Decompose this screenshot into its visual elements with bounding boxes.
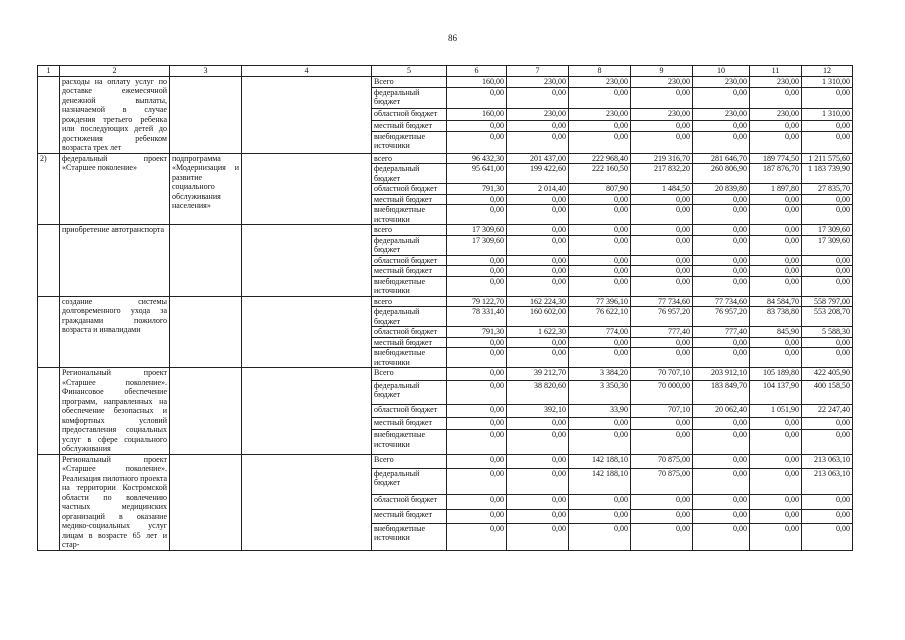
amount-cell: 219 316,70 [631, 153, 693, 164]
amount-cell: 0,00 [447, 87, 507, 109]
amount-cell: 20 839,80 [693, 184, 750, 195]
amount-cell: 0,00 [802, 430, 853, 454]
amount-cell: 0,00 [447, 255, 507, 266]
amount-cell: 0,00 [631, 87, 693, 109]
funding-source: внебюджетные источники [372, 348, 447, 368]
amount-cell: 95 641,00 [447, 164, 507, 184]
funding-source: внебюджетные источники [372, 430, 447, 454]
amount-cell: 217 832,20 [631, 164, 693, 184]
amount-cell: 27 835,70 [802, 184, 853, 195]
amount-cell: 230,00 [569, 76, 631, 87]
amount-cell: 791,30 [447, 184, 507, 195]
amount-cell: 17 309,60 [802, 225, 853, 236]
amount-cell: 0,00 [802, 255, 853, 266]
amount-cell: 0,00 [507, 225, 569, 236]
amount-cell: 0,00 [569, 348, 631, 368]
funding-source: всего [372, 153, 447, 164]
amount-cell: 0,00 [569, 131, 631, 153]
amount-cell: 422 405,90 [802, 368, 853, 381]
column-header: 9 [631, 66, 693, 77]
amount-cell: 203 912,10 [693, 368, 750, 381]
amount-cell: 0,00 [693, 276, 750, 296]
table-body [38, 66, 853, 551]
amount-cell: 0,00 [507, 266, 569, 277]
amount-cell: 0,00 [507, 205, 569, 225]
row-index [38, 225, 60, 297]
column-header: 7 [507, 66, 569, 77]
amount-cell: 0,00 [750, 194, 802, 205]
amount-cell: 0,00 [750, 509, 802, 523]
amount-cell: 0,00 [750, 417, 802, 430]
amount-cell: 0,00 [447, 348, 507, 368]
amount-cell: 17 309,60 [447, 225, 507, 236]
measure-name: приобретение автотранспорта [60, 225, 170, 297]
amount-cell: 162 224,30 [507, 296, 569, 307]
program-name [170, 368, 242, 455]
amount-cell: 0,00 [447, 276, 507, 296]
amount-cell: 0,00 [447, 523, 507, 550]
amount-cell: 0,00 [569, 235, 631, 255]
amount-cell: 76 957,20 [693, 307, 750, 327]
amount-cell: 0,00 [693, 131, 750, 153]
amount-cell: 0,00 [750, 337, 802, 348]
funding-source: внебюджетные источники [372, 131, 447, 153]
amount-cell: 0,00 [802, 120, 853, 131]
responsible-cell [242, 225, 372, 297]
amount-cell: 0,00 [507, 430, 569, 454]
amount-cell: 774,00 [569, 327, 631, 338]
amount-cell: 0,00 [507, 348, 569, 368]
amount-cell: 0,00 [569, 120, 631, 131]
page-number: 86 [448, 33, 457, 43]
amount-cell: 0,00 [750, 523, 802, 550]
responsible-cell [242, 368, 372, 455]
row-index [38, 296, 60, 368]
amount-cell: 0,00 [802, 87, 853, 109]
amount-cell: 0,00 [507, 495, 569, 509]
amount-cell: 0,00 [802, 337, 853, 348]
funding-source: областной бюджет [372, 109, 447, 120]
amount-cell: 0,00 [631, 430, 693, 454]
funding-source: федеральный бюджет [372, 307, 447, 327]
amount-cell: 183 849,70 [693, 380, 750, 404]
amount-cell: 0,00 [693, 495, 750, 509]
amount-cell: 0,00 [693, 120, 750, 131]
amount-cell: 189 774,50 [750, 153, 802, 164]
amount-cell: 222 160,50 [569, 164, 631, 184]
amount-cell: 0,00 [507, 235, 569, 255]
amount-cell: 260 806,90 [693, 164, 750, 184]
column-header: 6 [447, 66, 507, 77]
column-header: 2 [60, 66, 170, 77]
table-row [38, 153, 853, 164]
amount-cell: 0,00 [631, 348, 693, 368]
amount-cell: 0,00 [750, 87, 802, 109]
amount-cell: 0,00 [693, 194, 750, 205]
amount-cell: 0,00 [693, 454, 750, 468]
amount-cell: 845,90 [750, 327, 802, 338]
amount-cell: 0,00 [802, 194, 853, 205]
amount-cell: 38 820,60 [507, 380, 569, 404]
column-header: 11 [750, 66, 802, 77]
amount-cell: 0,00 [569, 509, 631, 523]
amount-cell: 0,00 [631, 225, 693, 236]
funding-source: областной бюджет [372, 404, 447, 417]
amount-cell: 1 310,00 [802, 109, 853, 120]
amount-cell: 0,00 [631, 194, 693, 205]
amount-cell: 0,00 [569, 337, 631, 348]
amount-cell: 791,30 [447, 327, 507, 338]
amount-cell: 230,00 [569, 109, 631, 120]
amount-cell: 0,00 [569, 225, 631, 236]
funding-source: федеральный бюджет [372, 164, 447, 184]
amount-cell: 0,00 [447, 120, 507, 131]
amount-cell: 0,00 [750, 120, 802, 131]
amount-cell: 0,00 [507, 509, 569, 523]
amount-cell: 213 063,10 [802, 468, 853, 495]
amount-cell: 0,00 [693, 205, 750, 225]
amount-cell: 201 437,00 [507, 153, 569, 164]
row-index [38, 368, 60, 455]
amount-cell: 0,00 [693, 523, 750, 550]
amount-cell: 33,90 [569, 404, 631, 417]
column-header: 5 [372, 66, 447, 77]
funding-source: местный бюджет [372, 120, 447, 131]
amount-cell: 707,10 [631, 404, 693, 417]
amount-cell: 0,00 [750, 225, 802, 236]
amount-cell: 0,00 [569, 523, 631, 550]
amount-cell: 39 212,70 [507, 368, 569, 381]
amount-cell: 0,00 [693, 509, 750, 523]
amount-cell: 77 734,60 [631, 296, 693, 307]
amount-cell: 0,00 [693, 430, 750, 454]
amount-cell: 0,00 [447, 205, 507, 225]
amount-cell: 0,00 [802, 348, 853, 368]
responsible-cell [242, 296, 372, 368]
amount-cell: 0,00 [447, 430, 507, 454]
amount-cell: 0,00 [750, 131, 802, 153]
amount-cell: 0,00 [750, 454, 802, 468]
funding-source: областной бюджет [372, 495, 447, 509]
amount-cell: 1 211 575,60 [802, 153, 853, 164]
amount-cell: 0,00 [631, 235, 693, 255]
amount-cell: 1 310,00 [802, 76, 853, 87]
amount-cell: 0,00 [447, 509, 507, 523]
amount-cell: 0,00 [631, 523, 693, 550]
amount-cell: 70 875,00 [631, 454, 693, 468]
amount-cell: 1 484,50 [631, 184, 693, 195]
amount-cell: 5 588,30 [802, 327, 853, 338]
amount-cell: 777,40 [693, 327, 750, 338]
amount-cell: 0,00 [631, 266, 693, 277]
amount-cell: 0,00 [447, 454, 507, 468]
funding-source: местный бюджет [372, 194, 447, 205]
amount-cell: 0,00 [631, 205, 693, 225]
funding-source: местный бюджет [372, 417, 447, 430]
amount-cell: 78 331,40 [447, 307, 507, 327]
funding-source: областной бюджет [372, 327, 447, 338]
row-index [38, 76, 60, 153]
amount-cell: 807,90 [569, 184, 631, 195]
amount-cell: 0,00 [447, 194, 507, 205]
amount-cell: 400 158,50 [802, 380, 853, 404]
amount-cell: 0,00 [631, 509, 693, 523]
amount-cell: 0,00 [750, 430, 802, 454]
funding-source: внебюджетные источники [372, 205, 447, 225]
amount-cell: 777,40 [631, 327, 693, 338]
column-header: 4 [242, 66, 372, 77]
table-row [38, 76, 853, 87]
program-name [170, 454, 242, 550]
amount-cell: 1 183 739,90 [802, 164, 853, 184]
amount-cell: 0,00 [447, 131, 507, 153]
amount-cell: 0,00 [507, 468, 569, 495]
funding-source: всего [372, 225, 447, 236]
responsible-cell [242, 454, 372, 550]
amount-cell: 553 208,70 [802, 307, 853, 327]
funding-source: федеральный бюджет [372, 235, 447, 255]
amount-cell: 0,00 [447, 468, 507, 495]
header-row [38, 66, 853, 77]
amount-cell: 0,00 [802, 509, 853, 523]
responsible-cell [242, 153, 372, 225]
amount-cell: 3 384,20 [569, 368, 631, 381]
amount-cell: 392,10 [507, 404, 569, 417]
funding-source: Всего [372, 76, 447, 87]
amount-cell: 0,00 [569, 194, 631, 205]
amount-cell: 0,00 [802, 417, 853, 430]
amount-cell: 142 188,10 [569, 468, 631, 495]
amount-cell: 0,00 [631, 120, 693, 131]
amount-cell: 0,00 [750, 255, 802, 266]
funding-source: федеральный бюджет [372, 468, 447, 495]
amount-cell: 230,00 [631, 109, 693, 120]
amount-cell: 0,00 [507, 523, 569, 550]
amount-cell: 0,00 [750, 348, 802, 368]
amount-cell: 0,00 [447, 495, 507, 509]
row-index [38, 454, 60, 550]
budget-table [37, 65, 853, 551]
amount-cell: 0,00 [631, 131, 693, 153]
amount-cell: 2 014,40 [507, 184, 569, 195]
amount-cell: 1 897,80 [750, 184, 802, 195]
amount-cell: 0,00 [507, 255, 569, 266]
amount-cell: 76 622,10 [569, 307, 631, 327]
amount-cell: 22 247,40 [802, 404, 853, 417]
amount-cell: 0,00 [750, 468, 802, 495]
measure-name: федеральный проект «Старшее поколение» [60, 153, 170, 225]
amount-cell: 0,00 [507, 276, 569, 296]
amount-cell: 187 876,70 [750, 164, 802, 184]
amount-cell: 0,00 [750, 276, 802, 296]
funding-source: Всего [372, 368, 447, 381]
amount-cell: 142 188,10 [569, 454, 631, 468]
amount-cell: 213 063,10 [802, 454, 853, 468]
amount-cell: 0,00 [693, 266, 750, 277]
amount-cell: 0,00 [569, 417, 631, 430]
amount-cell: 84 584,70 [750, 296, 802, 307]
amount-cell: 199 422,60 [507, 164, 569, 184]
amount-cell: 0,00 [507, 337, 569, 348]
amount-cell: 160,00 [447, 76, 507, 87]
amount-cell: 0,00 [693, 235, 750, 255]
amount-cell: 230,00 [507, 76, 569, 87]
table-row [38, 454, 853, 468]
amount-cell: 0,00 [693, 255, 750, 266]
column-header: 8 [569, 66, 631, 77]
amount-cell: 0,00 [631, 417, 693, 430]
amount-cell: 0,00 [802, 205, 853, 225]
amount-cell: 0,00 [569, 430, 631, 454]
amount-cell: 0,00 [802, 266, 853, 277]
amount-cell: 0,00 [802, 131, 853, 153]
amount-cell: 230,00 [693, 76, 750, 87]
program-name [170, 76, 242, 153]
table-row [38, 296, 853, 307]
funding-source: всего [372, 296, 447, 307]
amount-cell: 0,00 [693, 417, 750, 430]
funding-source: областной бюджет [372, 184, 447, 195]
amount-cell: 1 051,90 [750, 404, 802, 417]
amount-cell: 20 062,40 [693, 404, 750, 417]
amount-cell: 0,00 [693, 225, 750, 236]
table-row [38, 368, 853, 381]
amount-cell: 0,00 [693, 337, 750, 348]
funding-source: федеральный бюджет [372, 87, 447, 109]
funding-source: внебюджетные источники [372, 276, 447, 296]
amount-cell: 3 350,30 [569, 380, 631, 404]
amount-cell: 70 875,00 [631, 468, 693, 495]
amount-cell: 77 396,10 [569, 296, 631, 307]
funding-source: местный бюджет [372, 337, 447, 348]
amount-cell: 104 137,90 [750, 380, 802, 404]
funding-source: внебюджетные источники [372, 523, 447, 550]
amount-cell: 0,00 [750, 495, 802, 509]
amount-cell: 230,00 [750, 76, 802, 87]
amount-cell: 281 646,70 [693, 153, 750, 164]
amount-cell: 70 707,10 [631, 368, 693, 381]
column-header: 3 [170, 66, 242, 77]
amount-cell: 0,00 [750, 266, 802, 277]
amount-cell: 79 122,70 [447, 296, 507, 307]
amount-cell: 0,00 [447, 417, 507, 430]
amount-cell: 0,00 [447, 368, 507, 381]
amount-cell: 0,00 [507, 454, 569, 468]
amount-cell: 0,00 [507, 417, 569, 430]
amount-cell: 160 602,00 [507, 307, 569, 327]
amount-cell: 230,00 [631, 76, 693, 87]
funding-source: Всего [372, 454, 447, 468]
measure-name: Региональный проект «Старшее поколение». Реализация пилотного проекта на территории Костромской области по вовлечению частных медицинских организаций в оказание медико-социальных услуг лицам в возрасте 65 лет и стар- [60, 454, 170, 550]
amount-cell: 0,00 [631, 276, 693, 296]
amount-cell: 0,00 [631, 337, 693, 348]
amount-cell: 0,00 [802, 495, 853, 509]
amount-cell: 17 309,60 [802, 235, 853, 255]
amount-cell: 160,00 [447, 109, 507, 120]
measure-name: расходы на оплату услуг по доставке ежемесячной денежной выплаты, назначаемой в случае рождения третьего ребенка или последующих детей до достижения ребенком возраста трех лет [60, 76, 170, 153]
responsible-cell [242, 76, 372, 153]
amount-cell: 0,00 [750, 205, 802, 225]
amount-cell: 0,00 [447, 266, 507, 277]
funding-source: местный бюджет [372, 266, 447, 277]
amount-cell: 0,00 [693, 87, 750, 109]
amount-cell: 230,00 [750, 109, 802, 120]
amount-cell: 0,00 [569, 255, 631, 266]
amount-cell: 558 797,00 [802, 296, 853, 307]
amount-cell: 0,00 [569, 276, 631, 296]
amount-cell: 230,00 [693, 109, 750, 120]
amount-cell: 0,00 [631, 495, 693, 509]
row-index: 2) [38, 153, 60, 225]
amount-cell: 0,00 [507, 87, 569, 109]
amount-cell: 0,00 [750, 235, 802, 255]
amount-cell: 230,00 [507, 109, 569, 120]
measure-name: Региональный проект «Старшее поколение». Финансовое обеспечение программ, направленных на обеспечение безопасных и комфортных условий предоставления социальных услуг в сфере социального обслуживания [60, 368, 170, 455]
amount-cell: 70 000,00 [631, 380, 693, 404]
amount-cell: 83 738,80 [750, 307, 802, 327]
amount-cell: 0,00 [693, 468, 750, 495]
amount-cell: 0,00 [507, 194, 569, 205]
column-header: 12 [802, 66, 853, 77]
amount-cell: 0,00 [802, 276, 853, 296]
amount-cell: 0,00 [447, 337, 507, 348]
amount-cell: 1 622,30 [507, 327, 569, 338]
amount-cell: 0,00 [447, 404, 507, 417]
amount-cell: 0,00 [569, 495, 631, 509]
amount-cell: 0,00 [693, 348, 750, 368]
program-name: подпрограмма «Модернизация и развитие социального обслуживания населения» [170, 153, 242, 225]
amount-cell: 96 432,30 [447, 153, 507, 164]
amount-cell: 17 309,60 [447, 235, 507, 255]
amount-cell: 0,00 [507, 131, 569, 153]
amount-cell: 0,00 [447, 380, 507, 404]
amount-cell: 0,00 [569, 87, 631, 109]
amount-cell: 105 189,80 [750, 368, 802, 381]
amount-cell: 222 968,40 [569, 153, 631, 164]
amount-cell: 0,00 [802, 523, 853, 550]
table-row [38, 225, 853, 236]
amount-cell: 0,00 [569, 205, 631, 225]
program-name [170, 296, 242, 368]
program-name [170, 225, 242, 297]
funding-source: областной бюджет [372, 255, 447, 266]
amount-cell: 0,00 [507, 120, 569, 131]
column-header: 1 [38, 66, 60, 77]
funding-source: федеральный бюджет [372, 380, 447, 404]
amount-cell: 0,00 [631, 255, 693, 266]
column-header: 10 [693, 66, 750, 77]
amount-cell: 77 734,60 [693, 296, 750, 307]
amount-cell: 0,00 [569, 266, 631, 277]
measure-name: создание системы долговременного ухода за гражданами пожилого возраста и инвалидами [60, 296, 170, 368]
amount-cell: 76 957,20 [631, 307, 693, 327]
funding-source: местный бюджет [372, 509, 447, 523]
